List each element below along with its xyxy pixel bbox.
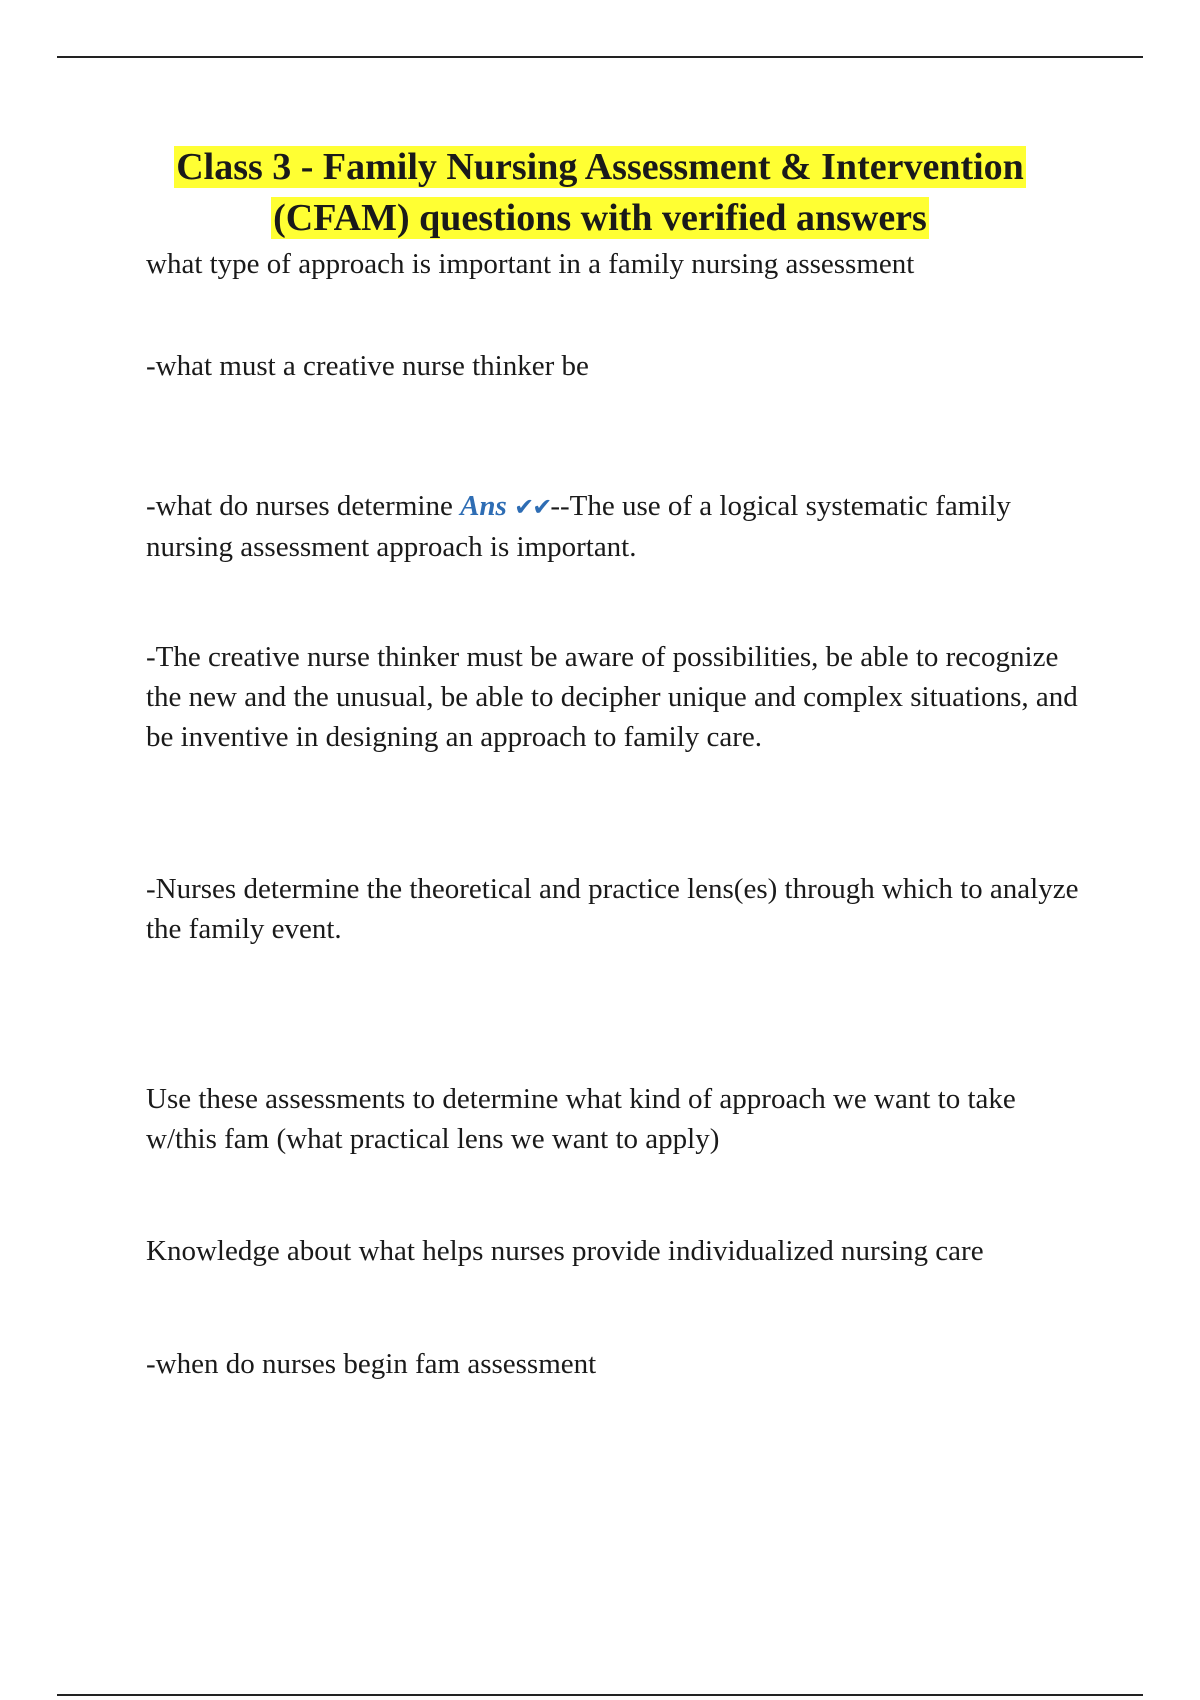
ans-label: Ans: [460, 490, 507, 522]
answer-paragraph: [146, 486, 1086, 567]
note-paragraph: Use these assessments to determine what kind of approach we want to take w/this fam (what practical lens we want to apply): [146, 1083, 1016, 1155]
title-line-1: Class 3 - Family Nursing Assessment & Intervention: [176, 146, 1024, 188]
answer-paragraph: -The creative nurse thinker must be aware of possibilities, be able to recognize the new and the unusual, be able to decipher unique and complex situations, and be inventive in designing an approach to family care.: [146, 641, 1078, 753]
top-rule: [57, 56, 1143, 58]
checkmark-icon: ✔✔: [514, 493, 551, 521]
title-line-2: (CFAM) questions with verified answers: [273, 197, 927, 239]
bottom-rule: [57, 1694, 1143, 1696]
question-paragraph: Knowledge about what helps nurses provide individualized nursing care: [146, 1235, 984, 1267]
question-paragraph: what type of approach is important in a family nursing assessment: [146, 248, 915, 280]
answer-question-text: -what do nurses determine: [146, 490, 461, 522]
answer-paragraph: -Nurses determine the theoretical and practice lens(es) through which to analyze the family event.: [146, 873, 1079, 945]
question-paragraph: -when do nurses begin fam assessment: [146, 1348, 597, 1380]
document-title: [120, 142, 1080, 244]
answer-text: --The use of a logical systematic family nursing assessment approach is important.: [146, 490, 1011, 563]
question-paragraph: -what must a creative nurse thinker be: [146, 350, 589, 382]
